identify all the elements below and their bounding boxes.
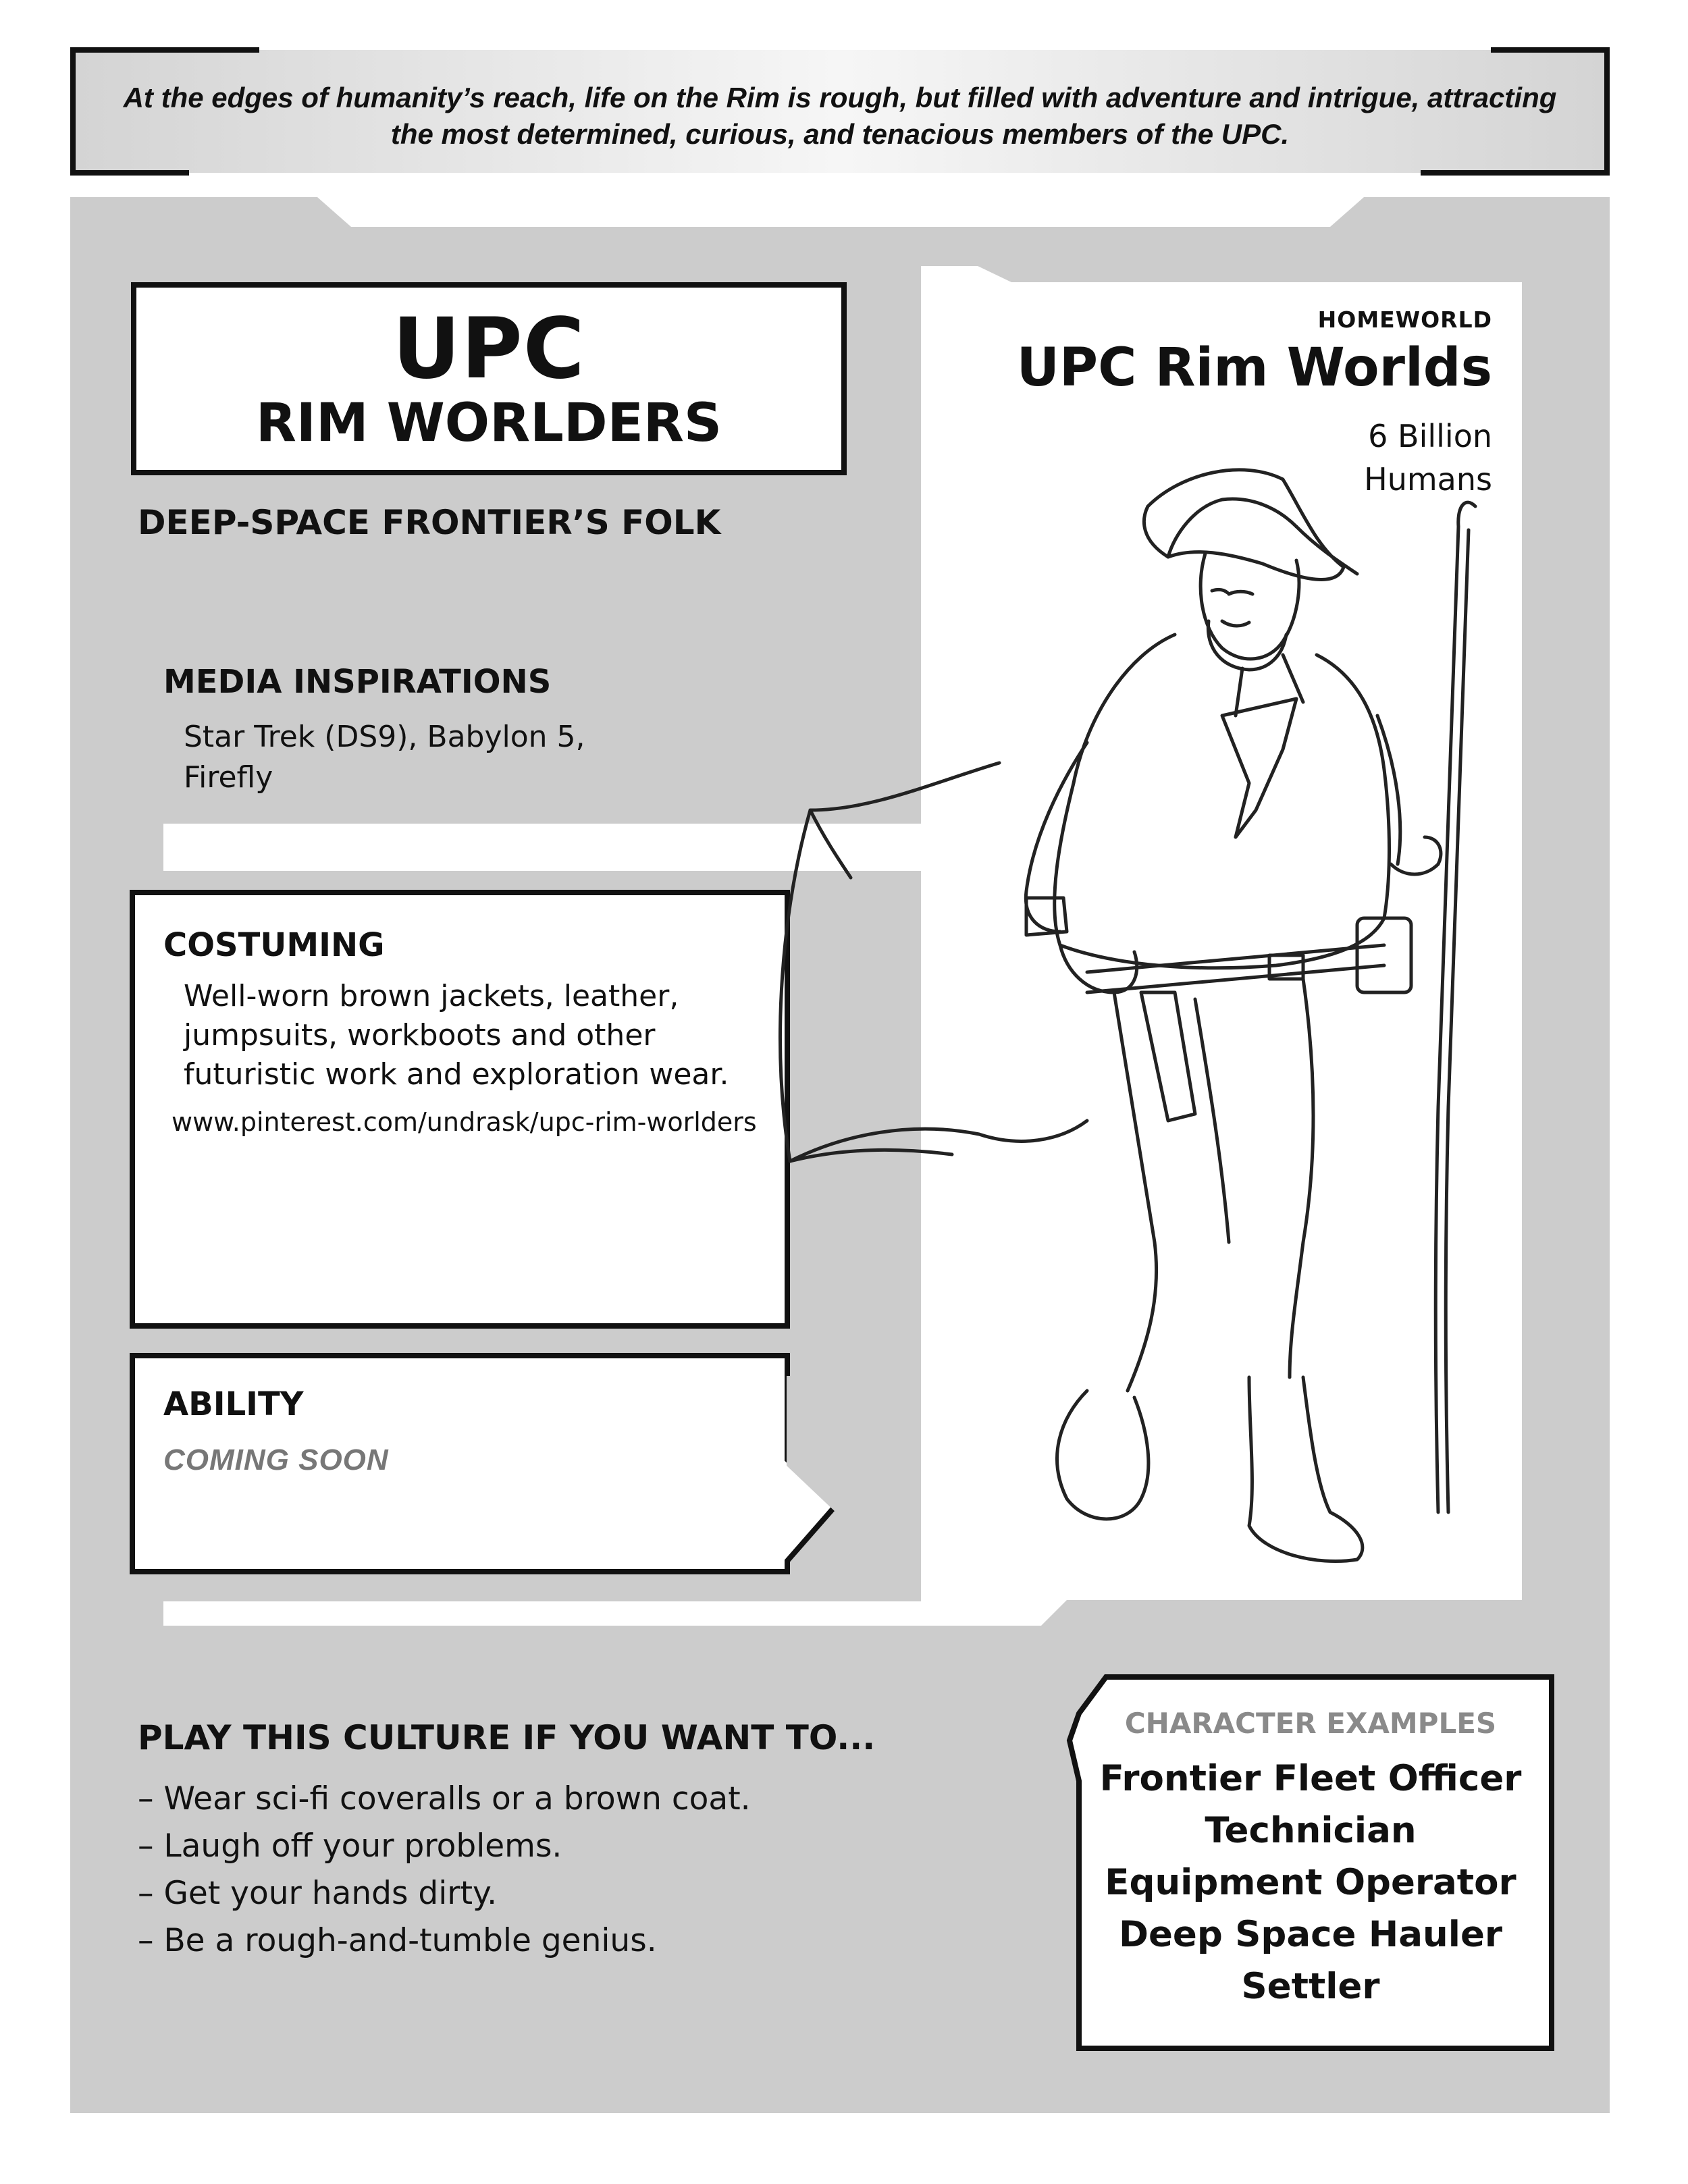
character-examples-heading: CHARACTER EXAMPLES [1124,1707,1497,1740]
list-item: – Be a rough-and-tumble genius. [138,1922,657,1959]
page-subtitle: RIM WORLDERS [255,393,722,454]
list-item: Technician [1205,1810,1417,1851]
list-item: Deep Space Hauler [1118,1914,1503,1955]
population-species: Humans [1364,461,1492,498]
population-count: 6 Billion [1368,418,1492,454]
list-item: – Wear sci-fi coveralls or a brown coat. [138,1780,751,1817]
banner-quote: At the edges of humanity’s reach, life on the Rim is rough, but filled with adventure and intrigue, attracting the most determined, curious, and tenacious members of the UPC. [123,82,1557,150]
homeworld-label: HOMEWORLD [1317,307,1492,333]
pinterest-link[interactable]: www.pinterest.com/undrask/upc-rim-worlders [172,1107,757,1137]
character-examples-list [1065,1753,1556,2013]
play-heading: PLAY THIS CULTURE IF YOU WANT TO... [138,1718,876,1757]
costuming-line-2: jumpsuits, workboots and other [184,1018,656,1053]
costuming-line-1: Well-worn brown jackets, leather, [184,979,679,1013]
character-examples-box [1065,1673,1556,2052]
ability-status: COMING SOON [163,1443,389,1476]
ability-heading: ABILITY [163,1385,304,1423]
list-item: Settler [1241,1966,1380,2007]
list-item: – Get your hands dirty. [138,1875,498,1912]
list-item: – Laugh off your problems. [138,1828,562,1865]
homeworld-name: UPC Rim Worlds [1016,338,1492,398]
quote-banner [70,47,1610,176]
frontier-man-illustration [709,432,1519,1634]
media-line-2: Firefly [184,760,273,795]
list-item: Equipment Operator [1105,1862,1516,1903]
media-heading: MEDIA INSPIRATIONS [163,663,552,701]
play-list [138,1776,751,1965]
tagline: DEEP-SPACE FRONTIER’S FOLK [138,503,721,542]
costuming-line-3: futuristic work and exploration wear. [184,1057,729,1092]
page-title: UPC [392,300,585,398]
costuming-heading: COSTUMING [163,926,385,964]
list-item: Frontier Fleet Officer [1099,1758,1522,1799]
media-line-1: Star Trek (DS9), Babylon 5, [184,720,585,754]
